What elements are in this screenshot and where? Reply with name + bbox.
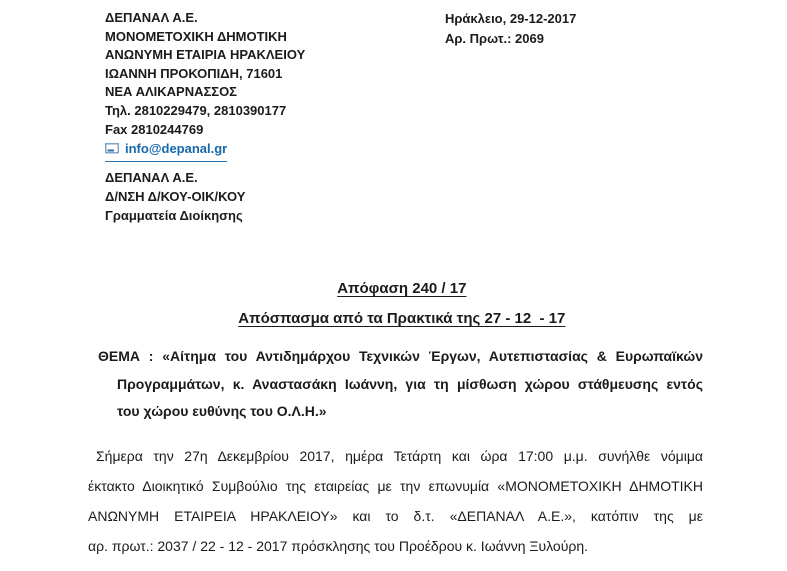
body-line: Σήμερα την 27η Δεκεμβρίου 2017, ημέρα Τετάρτη και ώρα 17:00 μ.μ. συνήλθε νόμιμα (96, 448, 703, 464)
envelope-icon (105, 141, 119, 160)
subject-paragraph (98, 343, 703, 426)
department-secretariat: Γραμματεία Διοίκησης (105, 208, 243, 224)
subject-line: του χώρου ευθύνης του Ο.Λ.Η.» (117, 403, 327, 419)
decision-title-text: Απόφαση 240 / 17 (337, 280, 467, 297)
company-type-line-1: ΜΟΝΟΜΕΤΟΧΙΚΗ ΔΗΜΟΤΙΚΗ (105, 28, 287, 44)
company-header-block (105, 9, 305, 162)
company-name: ΔΕΠΑΝΑΛ Α.Ε. (105, 10, 198, 25)
company-type-line-2: ΑΝΩΝΥΜΗ ΕΤΑΙΡΙΑ ΗΡΑΚΛΕΙΟΥ (105, 47, 306, 63)
company-address-street: ΙΩΑΝΝΗ ΠΡΟΚΟΠΙΔΗ, 71601 (105, 65, 283, 81)
decision-subtitle (0, 293, 787, 344)
document-meta-block (445, 9, 576, 48)
body-line: ΑΝΩΝΥΜΗ ΕΤΑΙΡΕΙΑ ΗΡΑΚΛΕΙΟΥ» και το δ.τ. «ΔΕΠΑΝΑΛ Α.Ε.», κατόπιν της με (88, 508, 703, 524)
company-email-link[interactable] (105, 140, 227, 162)
department-block (105, 168, 245, 226)
company-phone: Τηλ. 2810229479, 2810390177 (105, 102, 287, 118)
company-fax: Fax 2810244769 (105, 121, 204, 137)
company-address-city: ΝΕΑ ΑΛΙΚΑΡΝΑΣΣΟΣ (105, 84, 237, 100)
protocol-number: Αρ. Πρωτ.: 2069 (445, 30, 544, 46)
body-line: αρ. πρωτ.: 2037 / 22 - 12 - 2017 πρόσκλησης του Προέδρου κ. Ιωάννη Ξυλούρη. (88, 538, 589, 554)
company-email-text: info@depanal.gr (125, 141, 228, 157)
department-company: ΔΕΠΑΝΑΛ Α.Ε. (105, 170, 198, 185)
body-paragraph (88, 441, 703, 561)
place-date: Ηράκλειο, 29-12-2017 (445, 11, 577, 26)
body-line: έκτακτο Διοικητικό Συμβούλιο της εταιρείας με την επωνυμία «ΜΟΝΟΜΕΤΟΧΙΚΗ ΔΗΜΟΤΙΚΗ (88, 478, 703, 494)
subject-line: Προγραμμάτων, κ. Αναστασάκη Ιωάννη, για τη μίσθωση χώρου στάθμευσης εντός (117, 375, 703, 392)
decision-subtitle-text: Απόσπασμα από τα Πρακτικά της 27 - 12 - 17 (238, 310, 566, 327)
subject-line: ΘΕΜΑ : «Αίτημα του Αντιδημάρχου Τεχνικών Έργων, Αυτεπιστασίας & Ευρωπαϊκών (98, 348, 703, 364)
department-directorate: Δ/ΝΣΗ Δ/ΚΟΥ-ΟΙΚ/ΚΟΥ (105, 189, 246, 205)
